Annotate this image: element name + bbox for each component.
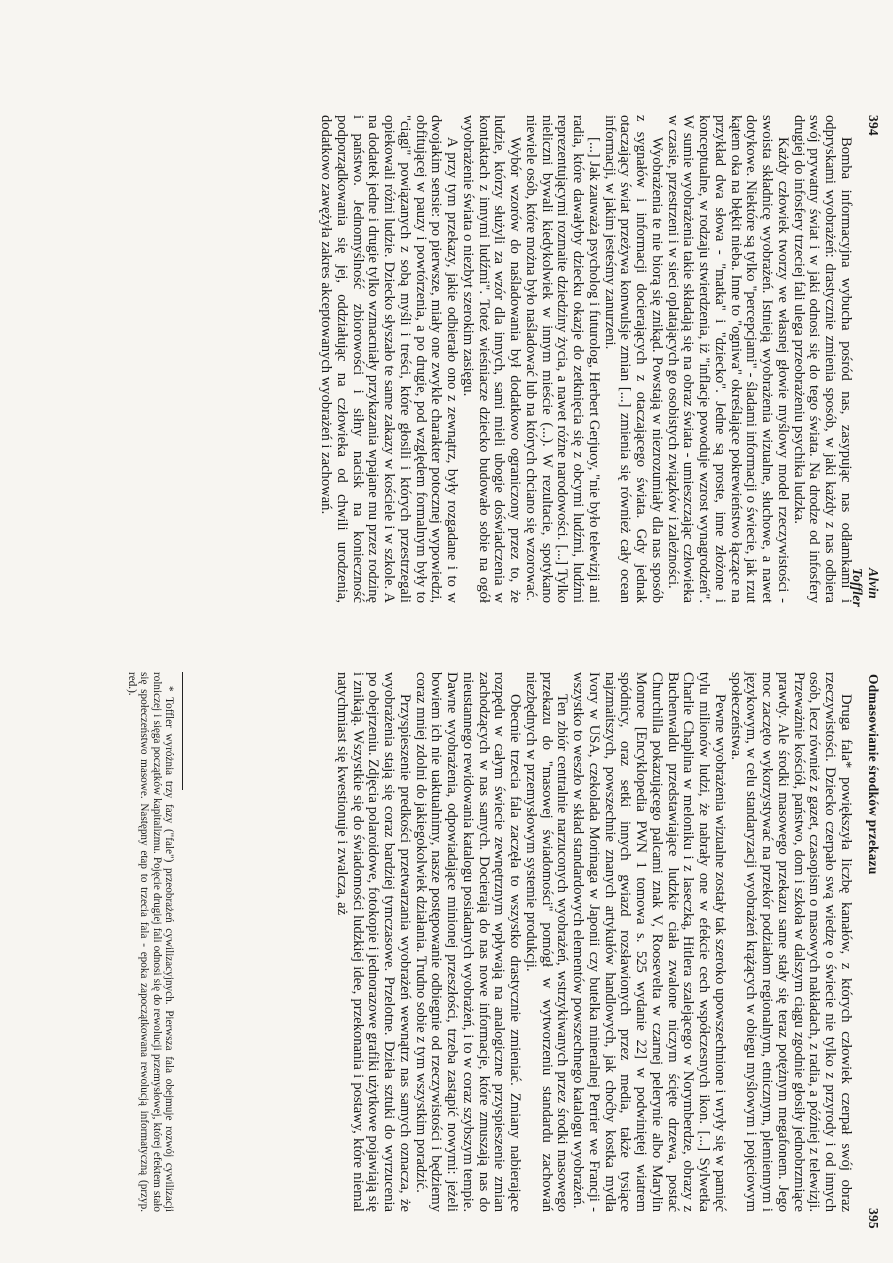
paragraph: Wybór wzorów do naśladowania był dodatkowo ograniczony przez to, że ludzie, którzy służyli za wzór dla innych, sami mieli ubogie doświadczenia w kontaktach z innymi ludźmi". Toteż wieśniacze dziecko budowało sobie na ogół wyobrażenie świata o niezbyt szerokim zasięgu. — [460, 115, 524, 603]
right-page — [0, 660, 893, 1263]
paragraph: [...] Jak zauważa psycholog i futurolog, Herbert Gerjuoy, "nie było telewizji ani radia, które dawałyby dziecku okazje do zetknięcia się z obcymi ludźmi, ludźmi reprezentującymi rozmaite dziedziny życia, a nawet różne narodowości. [...] Tylko nieliczni bywali kiedykolwiek w innym mieście (...). W rezultacie, spotykano niewiele osób, które można było naśladować lub na których chciano się wzorować. — [523, 115, 602, 603]
paragraph: Wyobrażenia te nie biorą się znikąd. Powstają w niezrozumiały dla nas sposób z sygnałów i informacji docierających z otaczającego świata. Gdy jednak otaczający świat przeżywa konwulsje zmian [...] zmienia się również cały ocean informacji, w jakim jesteśmy zanurzeni. — [601, 115, 665, 603]
paragraph: Obecnie trzecia fala zaczęła to wszystko drastycznie zmieniać. Zmiany nabierające rozpędu w całym świecie zewnętrznym wpływają na analogiczne przyspieszenie zmian zachodzących w nas samych. Docierają do nas nowe informacje, które zmuszają nas do nieustannego rewidowania katalogu posiadanych wyobrażeń, i to w coraz szybszym tempie. Dawne wyobrażenia, odpowiadające minionej przeszłości, trzeba zastąpić nowymi: jeżeli bowiem ich nie uaktualnimy, nasze postępowanie odbiegnie od rzeczywistości i będziemy coraz mniej zdolni do jakiegokolwiek działania. Trudno sobie z tym wszystkim poradzić. — [412, 672, 524, 1212]
left-page-number: 394 — [866, 115, 881, 136]
footnote-text: * Toffler wyróżnia trzy fazy ("fale") przeobrażeń cywilizacyjnych. Pierwsza fala obejmuje rozwój cywilizacji rolniczej i sięga początków kapitalizmu. Pojęcie drugiej fali odnosi się do rewolucji przemysłowej, której efektem stało się społeczeństwo masowe. Następny etap to trzecia fala - epoka zapoczątkowana rewolucją informatyczną (przyp. red.). — [126, 672, 175, 1212]
paragraph: Bomba informacyjna wybucha pośród nas, zasypując nas odłamkami i odpryskami wyobrażeń: drastycznie zmienia sposób, w jaki każdy z nas odbiera swój prywatny świat i w jaki odnosi się do tego świata. Na drodze od infosfery drugiej do infosfery trzeciej fali ulega przeobrażeniu psychika ludzka. — [790, 115, 854, 603]
paragraph: Druga fala* powiększyła liczbę kanałów, z których człowiek czerpał swój obraz rzeczywistości. Dziecko czerpało swą wiedzę o świecie nie tylko z przyrody i od innych osób, lecz również z gazet, czasopism o masowych nakładach, z radia, a później z telewizji. Przeważnie kościół, państwo, dom i szkoła w dalszym ciągu zgodnie głosiły jednobrzmiące prawdy. Ale środki masowego przekazu same stały się teraz potężnym megafonem. Jego moc zaczęto wykorzystywać na przekór podziałom regionalnym, etnicznym, plemiennym i językowym, w celu standaryzacji wyobrażeń krążących w obiegu myślowym i pojęciowym społeczeństwa. — [727, 672, 854, 1212]
right-page-number: 395 — [866, 1208, 881, 1229]
paragraph: Przyspieszenie predkości przetwarzania wyobrażeń wewnątrz nas samych oznacza, że wyobrażenia stają się coraz bardziej tymczasowe. Przelotne. Dzieła sztuki do wyrzucenia po obejrzeniu. Zdjęcia polaroidowe, fotokopie i jednorazowe grafiki użytkowe pojawiają się i znikają. Wszystkie się do świadomości ludzkiej idee, przekonania i postawy, które niemal natychmiast się kwestionuje i zwalcza, aż — [334, 672, 413, 1212]
right-page-body — [333, 672, 853, 1212]
paragraph: Każdy człowiek tworzy we własnej głowie myślowy model rzeczywistości - swoista składnicę wyobrażeń. Istnieją wyobrażenia wizualne, słuchowe, a nawet dotykowe. Niektóre są tylko "percepcjami" - śladami informacji o świecie, jak rzut kątem oka na błękit nieba. Inne to "ogniwa" określające pokrewieństwo łączące na przykład dwa słowa - "matka" i "dziecko". Jedne są proste, inne złożone i konceptualne, w rodzaju stwierdzenia, iż "inflacje powoduje wzrost wynagrodzeń". W sumie wyobrażenia takie składają się na obraz świata - umieszczając człowieka w czasie, przestrzeni i w sieci oplatających go osobistych związków i zależności. — [664, 115, 791, 603]
footnote-divider — [182, 672, 183, 790]
paragraph: Pewne wyobrażenia wizualne zostały tak szeroko upowszechnione i wryły się w pamięć tylu milionów ludzi, że nabrały one w efekcie cech współczesnych ikon. [...] Sylwetka Charlie Chaplina w meloniku i z laseczką, Hitlera szalejącego w Norymberdze, obrazy z Buchenwaldu przedstawiające ludzkie ciała zwalone niczym ścięte drzewa, postać Churchilla pokazującego palcami znak V, Roosevelta w czarnej pelerynie albo Marylin Monroe [Encyklopedia PWN 1 tomowa s. 525 wydanie 22] w podwiniętej wiatrem spódnicy, oraz setki innych gwiazd rozsławionych przez media, także tysiące najzmaitszych, powszechnie znanych artykułów handlowych, jak choćby kostka mydła Ivory w USA, czekolada Morinaga w Japonii czy butelka mineralnej Perrier we Francji - wszystko to weszło w skład standardowych elementów powszechnego katalogu wyobrażeń. — [570, 672, 728, 1212]
left-running-head: Alvin Toffler — [850, 568, 881, 607]
footnote — [126, 672, 175, 1212]
right-running-head: Odmasowianie środków przekazu — [866, 674, 881, 875]
paragraph: Ten zbiór centralnie narzuconych wyobrażeń, wstrzykiwanych przez środki masowego przekazu do "masowej świadomości" pomógł w wytworzeniu standardu zachowań niezbędnych w przemysłowym systemie produkcji. — [523, 672, 571, 1212]
left-page-body — [318, 115, 854, 603]
paragraph: A przy tym przekazy, jakie odbierało ono z zewnątrz, były rozgadane i to w dwojakim sensie: po pierwsze, miały one zwykle charakter potocznej wypowiedzi, obfitującej w pauzy i powtórzenia, a po drugie, pod względem formalnym były to "ciągi" powiązanych z sobą myśli i treści, które głosili i których przestrzegali opiekowali różni ludzie. Dziecko słyszało te same zakazy w kościele i w szkole. A na dodatek jedne i drugie tylko wzmacniały przykazania wpajane mu przez rodzinę i państwo. Jednomyślność zbiorowości i siłny nacisk na konieczność podporządkowania się jej, oddziałując na człowieka od chwili urodzenia, dodatkowo zawężyła zakres akceptowanych wyobrażeń i zachowań. — [318, 115, 461, 603]
